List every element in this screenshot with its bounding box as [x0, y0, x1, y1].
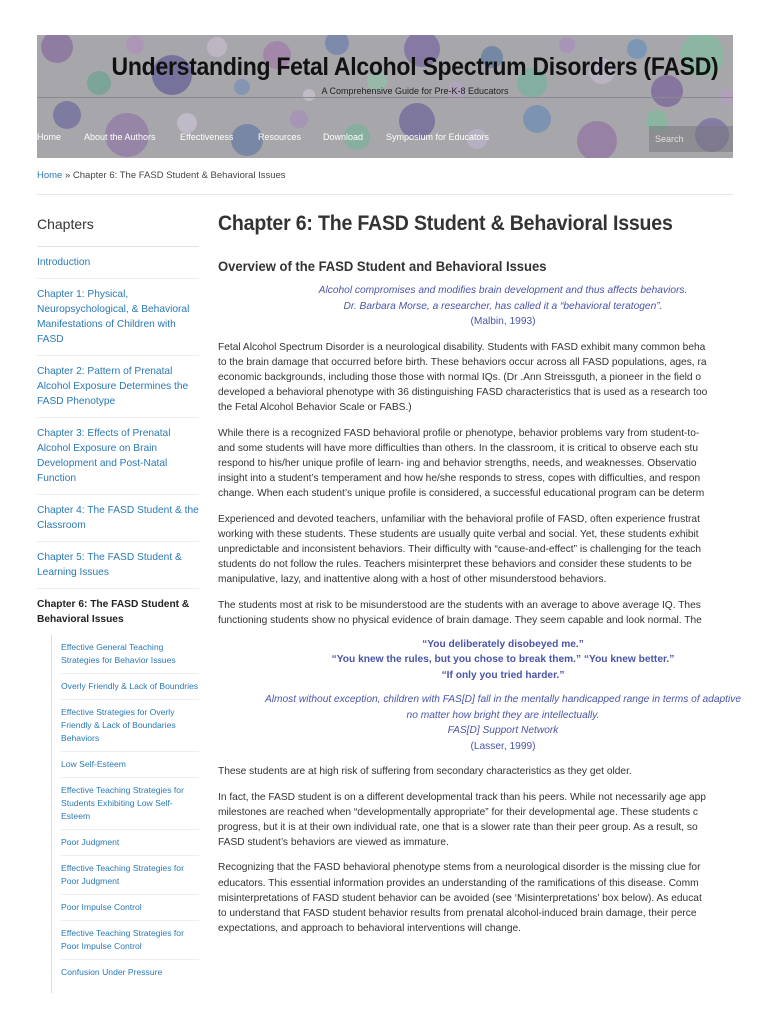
- subnav-item[interactable]: Poor Impulse Control: [61, 895, 199, 921]
- nav-download[interactable]: Download: [323, 132, 364, 142]
- breadcrumb: [37, 170, 286, 181]
- subnav-item[interactable]: Effective Teaching Strategies for Poor Impulse Control: [61, 921, 199, 960]
- text-line: economic backgrounds, including those those with normal IQs. (Dr .Ann Streissguth, a pioneer in the field o: [218, 371, 702, 383]
- site-title[interactable]: Understanding Fetal Alcohol Spectrum Disorders (FASD): [111, 53, 719, 81]
- section-title: Overview of the FASD Student and Behavioral Issues: [218, 258, 547, 274]
- chapters-sidebar: [37, 216, 199, 993]
- text-line: to the brain damage that occurred before birth. These behaviors occur across all FASD populations, ages, ra: [218, 356, 707, 368]
- paragraph: [218, 860, 768, 936]
- text-line: unpredictable and inconsistent behaviors. Their difficulty with “cause-and-effect” is challenging for the teach: [218, 543, 702, 555]
- text-line: and some students will have more difficulties than others. In the classroom, it is critical to observe each stu: [218, 442, 698, 454]
- text-line: misinterpretations of FASD student behavior can be avoided (see ‘Misinterpretations’ box below). As educat: [218, 892, 702, 904]
- chapter-link-5[interactable]: Chapter 5: The FASD Student & Learning Issues: [37, 542, 199, 589]
- text-line: to understand that FASD student behavior results from prenatal alcohol-induced brain damage, their perce: [218, 908, 697, 920]
- text-line: functioning students show no physical evidence of brain damage. They seem capable and look normal. The: [218, 614, 702, 626]
- epigraph-quote: [218, 283, 768, 330]
- paragraph: [218, 764, 768, 779]
- paragraph: [218, 512, 768, 588]
- quote-line: Alcohol compromises and modifies brain development and thus affects behaviors.: [318, 285, 688, 296]
- text-line: expectations, and approach to behavioral interventions will change.: [218, 923, 521, 935]
- text-line: milestones are reached when “developmentally appropriate” for their developmental age. These students c: [218, 806, 699, 818]
- main-content: [218, 212, 768, 1012]
- text-line: The students most at risk to be misunderstood are the students with an average to above average IQ. Thes: [218, 599, 701, 611]
- chapter-link-1[interactable]: Chapter 1: Physical, Neuropsychological, & Behavioral Manifestations of Children with FASD: [37, 279, 199, 356]
- chapter-6-subnav: [51, 635, 199, 993]
- text-line: educators. This essential information provides an understanding of the ramifications of this disease. Comm: [218, 877, 699, 889]
- text-line: Experienced and devoted teachers, unfamiliar with the behavioral profile of FASD, often experience frustrat: [218, 513, 700, 525]
- subnav-item[interactable]: Low Self-Esteem: [61, 752, 199, 778]
- chapter-link-introduction[interactable]: Introduction: [37, 247, 199, 279]
- quote-line: Almost without exception, children with FAS[D] fall in the mentally handicapped range in terms of adaptive: [264, 694, 742, 706]
- text-line: working with these students. These students are usually quite verbal and social. Yet, these students exhibit: [218, 528, 699, 540]
- subnav-item[interactable]: Effective General Teaching Strategies for Behavior Issues: [61, 635, 199, 674]
- text-line: developed a behavioral phenotype with 36 distinguishing FASD characteristics that is used as a research too: [218, 387, 708, 399]
- search-input[interactable]: [649, 126, 733, 152]
- subnav-item[interactable]: Effective Teaching Strategies for Students Exhibiting Low Self-Esteem: [61, 778, 199, 830]
- quote-citation: (Malbin, 1993): [470, 316, 536, 327]
- subnav-item[interactable]: Confusion Under Pressure: [61, 967, 163, 977]
- text-line: In fact, the FASD student is on a different developmental track than his peers. While not necessarily age app: [218, 791, 706, 803]
- text-line: Fetal Alcohol Spectrum Disorder is a neurological disability. Students with FASD exhibit many common beha: [218, 341, 706, 353]
- text-line: manipulative, lazy, and inattentive along with a host of other misunderstood behaviors.: [218, 574, 607, 586]
- chapter-link-6-active[interactable]: Chapter 6: The FASD Student & Behavioral Issues: [37, 599, 190, 625]
- quote-line: Dr. Barbara Morse, a researcher, has called it a “behavioral teratogen”.: [343, 300, 663, 312]
- quote-line: “You deliberately disobeyed me.”: [422, 638, 584, 650]
- nav-symposium-for-educators[interactable]: Symposium for Educators: [386, 132, 490, 142]
- text-line: insight into a student’s temperament and how he/she responds to stress, copes with difficulties, and respon: [218, 473, 701, 485]
- breadcrumb-divider: [37, 194, 733, 195]
- nav-about-the-authors[interactable]: About the Authors: [84, 132, 156, 142]
- paragraph: [218, 340, 768, 416]
- breadcrumb-home-link[interactable]: Home: [37, 170, 63, 181]
- text-line: FASD student’s behaviors are viewed as immature.: [218, 837, 449, 849]
- chapter-link-4[interactable]: Chapter 4: The FASD Student & the Classroom: [37, 495, 199, 542]
- sidebar-heading: Chapters: [37, 216, 94, 232]
- page-title: Chapter 6: The FASD Student & Behavioral Issues: [218, 212, 673, 235]
- quote-line: “You knew the rules, but you chose to break them.” “You knew better.”: [331, 654, 675, 666]
- quote-line: FAS[D] Support Network: [447, 725, 559, 737]
- header-divider: [37, 97, 733, 98]
- main-navigation: [37, 126, 733, 158]
- breadcrumb-current: Chapter 6: The FASD Student & Behavioral Issues: [72, 170, 286, 181]
- subnav-item[interactable]: Effective Strategies for Overly Friendly & Lack of Boundaries Behaviors: [61, 700, 199, 752]
- text-line: students do not follow the rules. Teachers misinterpret these behaviors and consider these students to be: [218, 559, 692, 571]
- support-network-quote: [218, 692, 768, 754]
- text-line: the Fetal Alcohol Behavior Scale or FABS.): [218, 402, 412, 414]
- chapter-link-2[interactable]: Chapter 2: Pattern of Prenatal Alcohol Exposure Determines the FASD Phenotype: [37, 356, 199, 418]
- text-line: change. When each student’s unique profile is considered, a successful educational program can be determ: [218, 488, 705, 500]
- text-line: Recognizing that the FASD behavioral phenotype stems from a neurological disorder is the missing clue for: [218, 862, 701, 874]
- paragraph: [218, 426, 768, 502]
- nav-effectiveness[interactable]: Effectiveness: [180, 132, 234, 142]
- breadcrumb-separator: »: [62, 170, 73, 181]
- paragraph: [218, 790, 768, 851]
- text-line: While there is a recognized FASD behavioral profile or phenotype, behavior problems vary from student-to-: [218, 427, 700, 439]
- subnav-item[interactable]: Poor Judgment: [61, 830, 199, 856]
- text-line: progress, but it is at their own individual rate, one that is a slower rate than their peer group. As a result, so: [218, 822, 698, 834]
- subnav-item[interactable]: Overly Friendly & Lack of Boundries: [61, 674, 199, 700]
- paragraph: [218, 598, 768, 628]
- nav-resources[interactable]: Resources: [258, 132, 302, 142]
- nav-home[interactable]: Home: [37, 132, 62, 142]
- chapter-link-3[interactable]: Chapter 3: Effects of Prenatal Alcohol Exposure on Brain Development and Post-Natal Function: [37, 418, 199, 495]
- text-line: respond to his/her unique profile of learn- ing and behavior strengths, needs, and weaknesses. Observatio: [218, 457, 697, 469]
- quote-line: “If only you tried harder.”: [441, 669, 565, 681]
- text-line: These students are at high risk of suffering from secondary characteristics as they get older.: [218, 766, 632, 778]
- quote-line: no matter how bright they are intellectually.: [406, 709, 600, 721]
- teacher-quotes: [218, 637, 768, 684]
- site-tagline: A Comprehensive Guide for Pre-K-8 Educators: [321, 86, 509, 96]
- site-header-banner: [37, 35, 733, 158]
- quote-citation: (Lasser, 1999): [470, 740, 536, 752]
- subnav-item[interactable]: Effective Teaching Strategies for Poor Judgment: [61, 856, 199, 895]
